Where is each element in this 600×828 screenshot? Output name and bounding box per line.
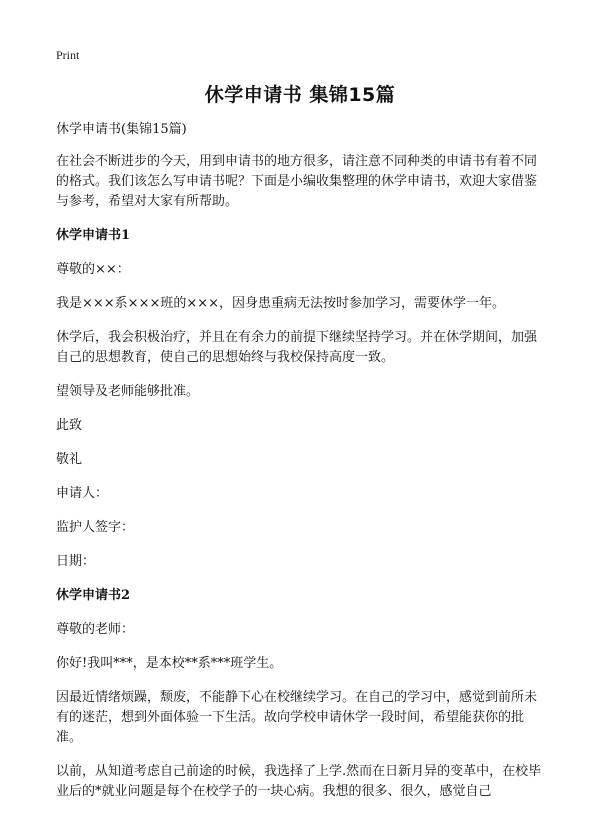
print-link[interactable]: Print	[56, 48, 80, 62]
paragraph: 你好!我叫***，是本校**系***班学生。	[56, 656, 283, 671]
paragraph: 休学后，我会积极治疗，并且在有余力的前提下继续坚持学习。并在休学期间，加强自己的思想教育，使自己的思想始终与我校保持高度一致。	[56, 330, 538, 365]
paragraph: 望领导及老师能够批准。	[56, 384, 200, 399]
date-line: 日期：	[56, 554, 96, 569]
signature-line: 监护人签字：	[56, 520, 135, 535]
closing-line: 敬礼	[56, 452, 83, 467]
document-body	[56, 120, 548, 816]
section-heading: 休学申请书2	[56, 588, 131, 603]
signature-line: 申请人：	[56, 486, 109, 501]
section-heading: 休学申请书1	[56, 228, 131, 243]
closing-line: 此致	[56, 418, 83, 433]
paragraph: 以前，从知道考虑自己前途的时候，我选择了上学.然而在日新月异的变革中，在校毕业后的*就业问题是每个在校学子的一块心病。我想的很多、很久，感觉自己	[56, 764, 542, 799]
paragraph: 我是×××系×××班的×××，因身患重病无法按时参加学习，需要休学一年。	[56, 296, 506, 311]
salutation: 尊敬的老师：	[56, 622, 135, 637]
page-title: 休学申请书 集锦15篇	[204, 84, 396, 106]
document-subtitle: 休学申请书(集锦15篇)	[56, 122, 187, 137]
intro-paragraph: 在社会不断进步的今天，用到申请书的地方很多，请注意不同种类的申请书有着不同的格式。我们该怎么写申请书呢？下面是小编收集整理的休学申请书，欢迎大家借鉴与参考，希望对大家有所帮助。	[56, 154, 538, 209]
paragraph: 因最近情绪烦躁，颓废，不能静下心在校继续学习。在自己的学习中，感觉到前所未有的迷茫，想到外面体验一下生活。故向学校申请休学一段时间，希望能获你的批准。	[56, 690, 538, 745]
salutation: 尊敬的××：	[56, 262, 130, 277]
